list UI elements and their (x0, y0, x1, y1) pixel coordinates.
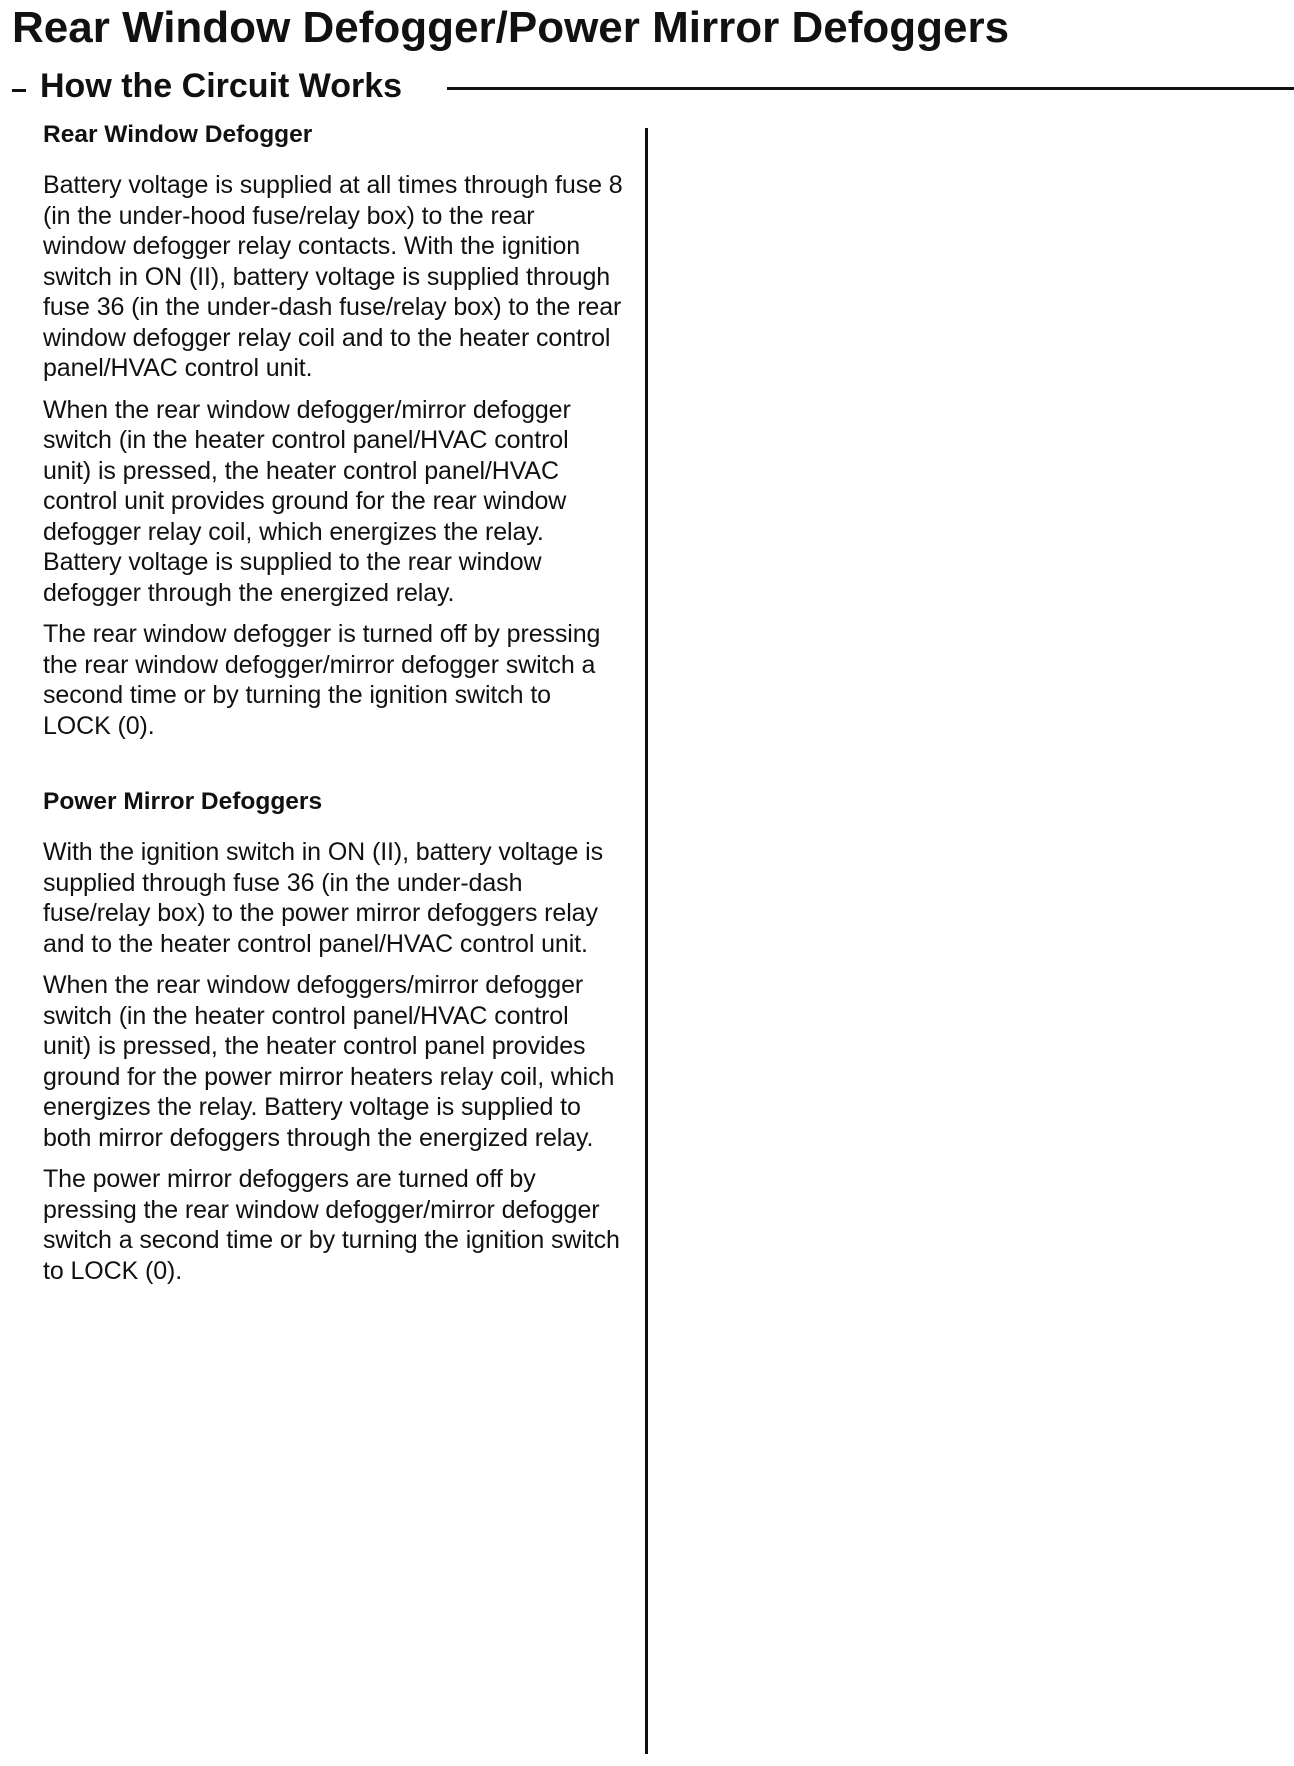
paragraph: The power mirror defoggers are turned off by pressing the rear window defogger/mirror defogger switch a second time or by turning the ignition switch to LOCK (0). (43, 1165, 620, 1285)
section-power-mirror-defoggers (43, 785, 623, 1286)
subtitle-row (12, 64, 1282, 108)
subtitle-dash (12, 89, 26, 92)
page-title: Rear Window Defogger/Power Mirror Defoggers (12, 3, 1010, 52)
section-heading: Rear Window Defogger (43, 121, 313, 148)
section-rear-window-defogger (43, 118, 623, 741)
paragraph: Battery voltage is supplied at all times through fuse 8 (in the under-hood fuse/relay box) to the rear window defogger relay contacts. With the ignition switch in ON (II), battery voltage is supplied through fuse 36 (in the under-dash fuse/relay box) to the rear window defogger relay coil and to the heater control panel/HVAC control unit. (43, 171, 623, 382)
paragraph: The rear window defogger is turned off by pressing the rear window defogger/mirror defogger switch a second time or by turning the ignition switch to LOCK (0). (43, 620, 601, 740)
paragraph: With the ignition switch in ON (II), battery voltage is supplied through fuse 36 (in the under-dash fuse/relay box) to the power mirror defoggers relay and to the heater control panel/HVAC control unit. (43, 838, 603, 958)
subtitle-rule (447, 87, 1294, 90)
column-divider (645, 128, 648, 1754)
left-column (43, 118, 623, 1286)
paragraph: When the rear window defogger/mirror defogger switch (in the heater control panel/HVAC control unit) is pressed, the heater control panel/HVAC control unit provides ground for the rear window defogger relay coil, which energizes the relay. Battery voltage is supplied to the rear window defogger through the energized relay. (43, 395, 571, 607)
paragraph: When the rear window defoggers/mirror defogger switch (in the heater control panel/HVAC control unit) is pressed, the heater control panel provides ground for the power mirror heaters relay coil, which energizes the relay. Battery voltage is supplied to both mirror defoggers through the energized relay. (43, 971, 615, 1152)
page-subtitle: How the Circuit Works (40, 67, 403, 105)
section-heading: Power Mirror Defoggers (43, 788, 323, 815)
